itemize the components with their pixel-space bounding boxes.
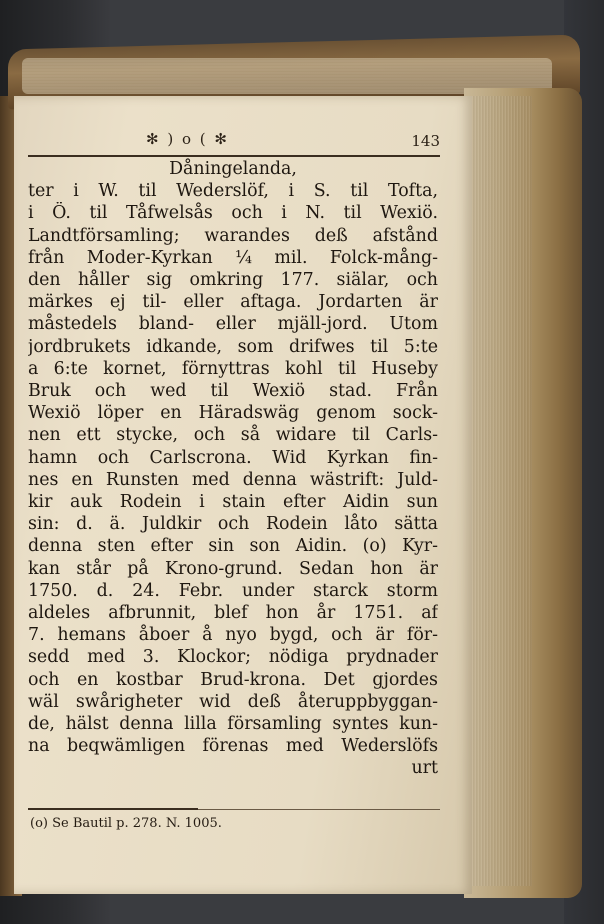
footnote-rule — [28, 808, 198, 810]
text-line: ter i W. til Wederslöf, i S. til Tofta, — [28, 181, 438, 202]
text-line: jordbrukets idkande, som drifwes til 5:te — [28, 336, 438, 357]
text-line: nes en Runsten med denna wästrift: Juld- — [28, 469, 438, 490]
text-line: Bruk och wed til Wexiö stad. Från — [28, 381, 438, 402]
text-line: nen ett stycke, och så widare til Carls- — [28, 425, 438, 446]
text-line: de, hälst denna lilla församling syntes kun- — [28, 714, 438, 735]
text-line: den håller sig omkring 177. siälar, och — [28, 270, 438, 291]
text-line: 7. hemans åboer å nyo bygd, och är för- — [28, 625, 438, 646]
text-line: sedd med 3. Klockor; nödiga prydnader — [28, 647, 438, 668]
header-rule — [28, 155, 440, 157]
text-line: och en kostbar Brud-krona. Det gjordes — [28, 669, 438, 690]
text-line: hamn och Carlscrona. Wid Kyrkan fin- — [28, 447, 438, 468]
text-line: Wexiö löper en Häradswäg genom sock- — [28, 403, 438, 424]
text-line: Landtförsamling; warandes deß afstånd — [28, 225, 438, 246]
footnote: (o) Se Bautil p. 278. N. 1005. — [30, 816, 222, 831]
text-line: kan står på Krono-grund. Sedan hon är — [28, 558, 438, 579]
page-header — [28, 130, 440, 156]
text-line: 1750. d. 24. Febr. under starck storm — [28, 580, 438, 601]
text-line: märkes ej til- eller aftaga. Jordarten är — [28, 292, 438, 313]
catchword: urt — [411, 758, 438, 779]
text-line: i Ö. til Tåfwelsås och i N. til Wexiö. — [28, 203, 438, 224]
text-line: na beqwämligen förenas med Wederslöfs — [28, 736, 438, 757]
page-number: 143 — [411, 132, 440, 150]
book-fore-edge-pages — [472, 96, 532, 886]
text-line: sin: d. ä. Juldkir och Rodein låto sätta — [28, 514, 438, 535]
text-line: wäl swårigheter wid deß återuppbyggan- — [28, 691, 438, 712]
running-head: Dåningelanda, — [169, 159, 297, 179]
text-line: kir auk Rodein i stain efter Aidin sun — [28, 492, 438, 513]
text-line: från Moder-Kyrkan ¼ mil. Folck-mång- — [28, 247, 438, 268]
page-body-text — [28, 158, 438, 780]
text-line: denna sten efter sin son Aidin. (o) Kyr- — [28, 536, 438, 557]
header-ornament: ✻ ) o ( ✻ — [146, 130, 229, 148]
text-line: a 6:te kornet, förnyttras kohl til Huseby — [28, 358, 438, 379]
footnote-rule-thin — [198, 809, 440, 810]
text-line: aldeles afbrunnit, blef hon år 1751. af — [28, 603, 438, 624]
text-line: måstedels bland- eller mjäll-jord. Utom — [28, 314, 438, 335]
